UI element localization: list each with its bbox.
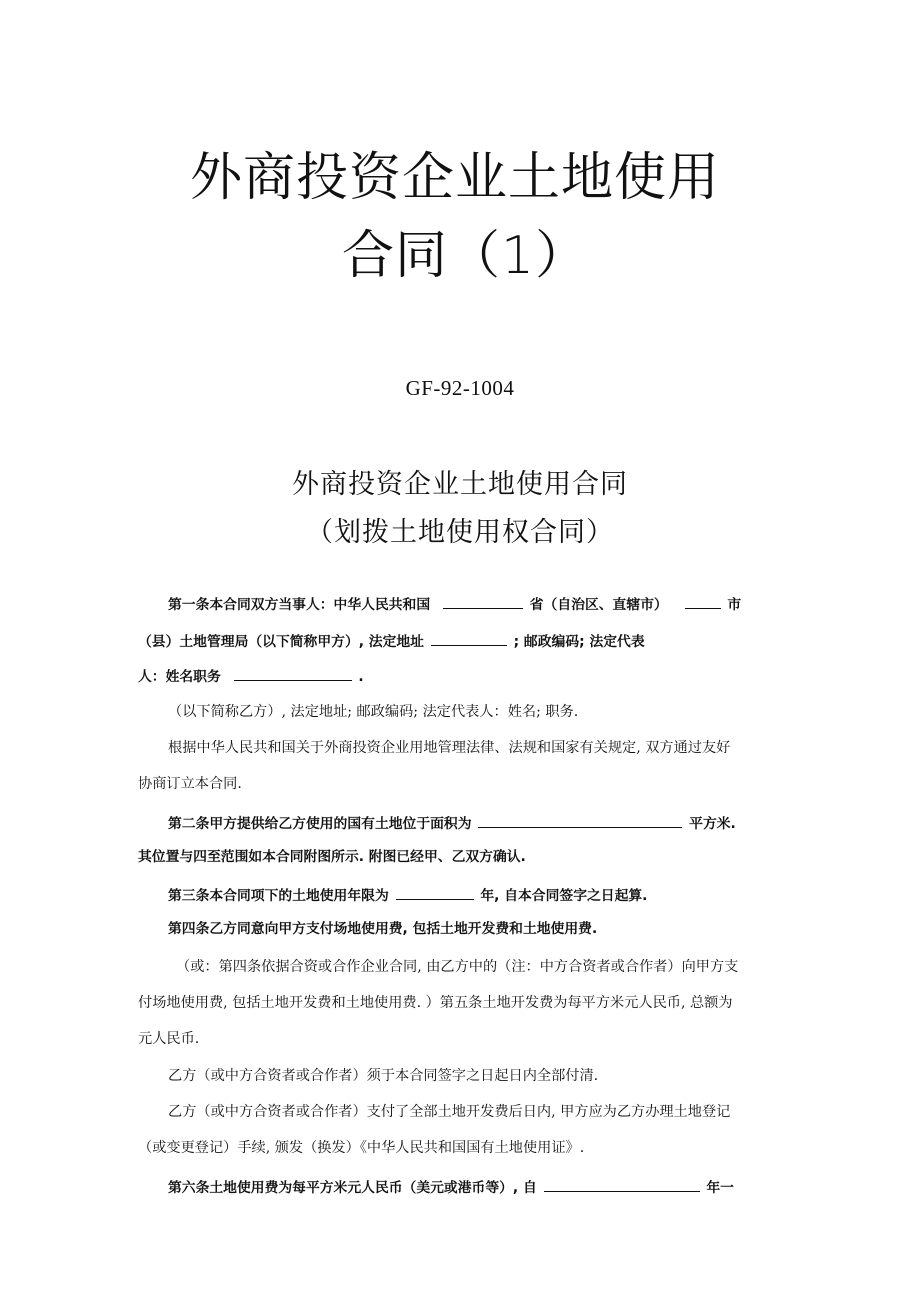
preamble-line-2: 协商订立本合同. bbox=[138, 776, 242, 792]
article-2-text: 第二条甲方提供给乙方使用的国有土地位于面积为 bbox=[168, 816, 472, 832]
article-1-text: （县）土地管理局（以下简称甲方）, 法定地址 bbox=[138, 634, 424, 650]
article-4-alt-line-1: （或：第四条依据合资或合作企业合同, 由乙方中的（注：中方合资者或合作者）向甲方支 bbox=[176, 959, 739, 975]
article-1-line-3 bbox=[138, 668, 364, 685]
area-blank bbox=[478, 815, 682, 828]
article-1-text: ; 邮政编码; 法定代表 bbox=[513, 634, 645, 650]
article-6-text: 第六条土地使用费为每平方米元人民币（美元或港币等）, 自 bbox=[168, 1180, 537, 1196]
article-1-text: 人：姓名职务 bbox=[138, 669, 221, 685]
preamble-line-1: 根据中华人民共和国关于外商投资企业用地管理法律、法规和国家有关规定, 双方通过友好 bbox=[168, 740, 731, 756]
article-4-alt-line-3: 元人民币. bbox=[138, 1031, 200, 1047]
payment-paragraph: 乙方（或中方合资者或合作者）须于本合同签字之日起日内全部付清. bbox=[168, 1068, 599, 1084]
contract-subtitle: 外商投资企业土地使用合同 bbox=[292, 469, 628, 500]
contract-code: GF-92-1004 bbox=[405, 376, 515, 400]
article-1-text: . bbox=[358, 669, 364, 685]
representative-blank bbox=[234, 668, 352, 681]
article-1-text: 第一条本合同双方当事人：中华人民共和国 bbox=[168, 597, 431, 613]
article-6-text: 年一 bbox=[706, 1180, 734, 1196]
article-2-line-2: 其位置与四至范围如本合同附图所示. 附图已经甲、乙双方确认. bbox=[138, 849, 526, 865]
article-4-alt-line-2: 付场地使用费, 包括土地开发费和土地使用费. ）第五条土地开发费为每平方米元人民币, 总额为 bbox=[138, 995, 733, 1011]
party-b-paragraph: （以下简称乙方）, 法定地址; 邮政编码; 法定代表人：姓名; 职务. bbox=[168, 704, 579, 720]
term-blank bbox=[396, 887, 474, 900]
document-title-line-2: 合同（1） bbox=[342, 226, 589, 286]
article-2-line-1 bbox=[168, 815, 736, 832]
article-1-line-1 bbox=[168, 596, 741, 613]
article-3-text: 第三条本合同项下的土地使用年限为 bbox=[168, 888, 389, 904]
article-2-text: 平方米. bbox=[689, 816, 736, 832]
article-4: 第四条乙方同意向甲方支付场地使用费, 包括土地开发费和土地使用费. bbox=[168, 921, 598, 937]
article-1-text: 省（自治区、直辖市） bbox=[529, 597, 668, 613]
article-1-text: 市 bbox=[727, 597, 742, 613]
document-title-line-1: 外商投资企业土地使用 bbox=[190, 148, 721, 208]
city-blank bbox=[685, 596, 721, 609]
address-blank bbox=[431, 633, 507, 646]
start-year-blank bbox=[544, 1179, 700, 1192]
registration-line-1: 乙方（或中方合资者或合作者）支付了全部土地开发费后日内, 甲方应为乙方办理土地登记 bbox=[168, 1104, 731, 1120]
article-6 bbox=[168, 1179, 734, 1196]
contract-subtitle-note: （划拨土地使用权合同） bbox=[306, 517, 614, 548]
article-1-line-2 bbox=[138, 633, 645, 650]
article-3 bbox=[168, 887, 647, 904]
article-3-text: 年, 自本合同签字之日起算. bbox=[480, 888, 648, 904]
province-blank bbox=[443, 596, 523, 609]
registration-line-2: （或变更登记）手续, 颁发（换发）《中华人民共和国国有土地使用证》. bbox=[138, 1140, 585, 1156]
